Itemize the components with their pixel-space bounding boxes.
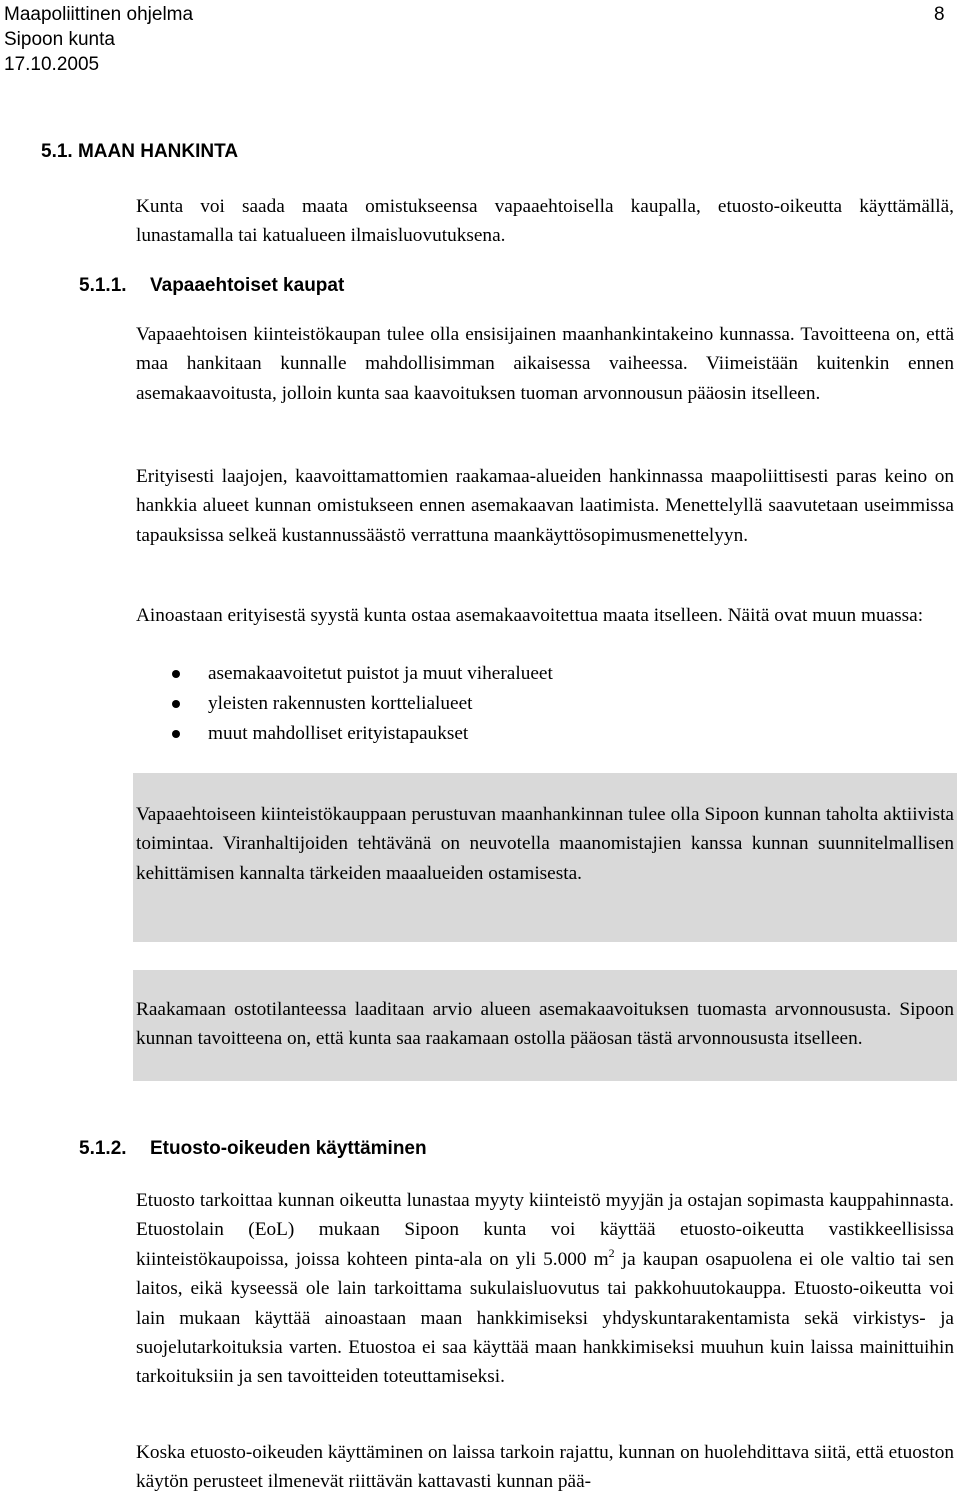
highlight-box-valuation — [133, 970, 957, 1081]
list-item: asemakaavoitetut puistot ja muut viheralueet — [136, 659, 553, 689]
highlight-text: Vapaaehtoiseen kiinteistökauppaan perustuvan maanhankinnan tulee olla Sipoon kunnan taholta aktiivista toimintaa. Viranhaltijoiden tehtävänä on neuvotella maanomistajien kanssa kunnan suunnitelmallisen kehittämisen kannalta tärkeiden maaalueiden ostamisesta. — [136, 804, 954, 884]
header-date: 17.10.2005 — [4, 54, 100, 75]
list-item: yleisten rakennusten korttelialueet — [136, 689, 553, 719]
paragraph-preemption: Etuosto tarkoittaa kunnan oikeutta lunastaa myyty kiinteistö myyjän ja ostajan sopimasta kauppahinnasta. Etuostolain (EoL) mukaan Sipoon kunta voi käyttää etuosto-oikeutta vastikkeellisissa kiinteistökaupoissa, joissa kohteen pinta-ala on yli 5.000 $m^2$ ja kaupan osapuolena ei ole valtio tai sen laitos, eikä kyseessä ole lain tarkoittama sukulaisluovutus tai pakkohuutokauppa. Etuosto-oikeutta voi lain mukaan käyttää ainoastaan maan hankkimiseksi yhdyskuntarakentamista sekä virkistys- ja suojelutarkoituksia varten. Etuostoa ei saa käyttää maan hankkimiseksi muuhun kuin laissa mainittuihin tarkoituksiin ja sen tavoitteiden toteuttamiseksi. — [136, 1190, 954, 1388]
highlight-text: Raakamaan ostotilanteessa laaditaan arvio alueen asemakaavoituksen tuomasta arvonnoususta. Sipoon kunnan tavoitteena on, että kunta saa raakamaan ostolla pääosan tästä arvonnoususta itselleen. — [136, 999, 954, 1050]
paragraph-zoned-land: Ainoastaan erityisestä syystä kunta ostaa asemakaavoitettua maata itselleen. Näitä ovat muun muassa: — [136, 605, 924, 626]
paragraph-raw-land: Erityisesti laajojen, kaavoittamattomien raakamaa-alueiden hankinnassa maapoliittisesti paras keino on hankkia alueet kunnan omistukseen ennen asemakaavan laatimista. Menettelyllä saavutetaan useimmissa tapauksissa selkeä kustannussäästö verrattuna maankäyttösopimusmenettelyyn. — [136, 466, 954, 546]
bullet-list — [136, 659, 553, 749]
section-number: 5.1.1. — [79, 275, 127, 296]
section-number: 5.1.2. — [79, 1138, 127, 1159]
list-item: muut mahdolliset erityistapaukset — [136, 719, 553, 749]
paragraph-intro: Kunta voi saada maata omistukseensa vapaaehtoisella kaupalla, etuosto-oikeutta käyttämällä, lunastamalla tai katualueen ilmaisluovutuksena. — [136, 196, 954, 247]
paragraph-voluntary-purchase: Vapaaehtoisen kiinteistökaupan tulee olla ensisijainen maanhankintakeino kunnassa. Tavoitteena on, että maa hankitaan kunnalle mahdollisimman aikaisessa vaiheessa. Viimeistään kuitenkin ennen asemakaavoitusta, jolloin kunta saa kaavoituksen tuoman arvonnousun pääosin itselleen. — [136, 324, 954, 404]
section-heading-5-1-2 — [79, 1138, 427, 1160]
bullet-icon — [172, 670, 180, 678]
page-number: 8 — [934, 4, 945, 25]
section-heading-5-1: 5.1. MAAN HANKINTA — [41, 141, 239, 162]
section-heading-5-1-1 — [79, 275, 344, 297]
header-program-title: Maapoliittinen ohjelma — [4, 4, 194, 25]
section-title: Etuosto-oikeuden käyttäminen — [150, 1138, 427, 1159]
highlight-box-policy — [133, 773, 957, 942]
section-title: Vapaaehtoiset kaupat — [150, 275, 345, 296]
bullet-icon — [172, 730, 180, 738]
bullet-icon — [172, 700, 180, 708]
header-municipality: Sipoon kunta — [4, 29, 115, 50]
document-header — [4, 2, 193, 77]
paragraph-preemption-limits: Koska etuosto-oikeuden käyttäminen on laissa tarkoin rajattu, kunnan on huolehdittava siitä, että etuoston käytön perusteet ilmenevät riittävän kattavasti kunnan pää- — [136, 1442, 954, 1493]
